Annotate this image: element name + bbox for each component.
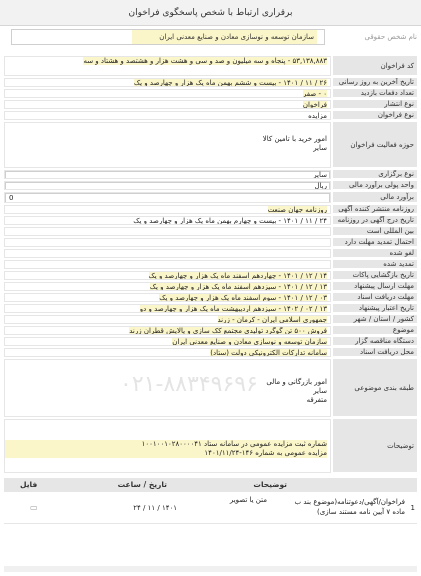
organizer-value: سازمان توسعه و نوسازی معادن و صنایع معدنی ایران <box>172 338 327 346</box>
file-title: فراخوان/آگهی/دعوتنامه(موضوع بند ب ماده ۷ آیین نامه مستند سازی) <box>294 498 405 516</box>
file-desc: متن یا تصویر <box>229 496 267 504</box>
row-value <box>4 304 331 313</box>
publish-type-value: فراخوان <box>302 101 327 109</box>
attachment-icon[interactable]: ▭ <box>30 503 38 512</box>
row-label: برآورد مالی <box>333 192 417 203</box>
row-value <box>4 122 331 168</box>
row-activity-area <box>4 121 417 169</box>
contact-name-row <box>0 28 421 46</box>
estimate-field <box>5 193 330 203</box>
row-subject <box>4 325 417 336</box>
row-label: روزنامه منتشر کننده آگهی <box>333 205 417 214</box>
row-description <box>4 418 417 474</box>
classification-line-3: متفرقه <box>306 396 327 405</box>
description-line-1: شماره ثبت مزایده عمومی در سامانه ستاد ۱۰۰۱۰۰۱۰۲۸۰۰۰۰۴۱ <box>5 440 327 449</box>
row-value <box>4 293 331 302</box>
location-value: جمهوری اسلامی ایران - کرمان - زرند <box>217 316 327 324</box>
row-label: کشور / استان / شهر <box>333 315 417 324</box>
row-value <box>4 181 331 190</box>
row-extended <box>4 259 417 270</box>
row-label: موضوع <box>333 326 417 335</box>
row-organizer <box>4 336 417 347</box>
estimate-value: 0 <box>9 194 14 202</box>
files-header-file: فایل <box>20 480 38 489</box>
row-label: واحد پولی برآورد مالی <box>333 181 417 190</box>
files-header-desc: توضیحات <box>253 480 287 489</box>
row-documents-place <box>4 347 417 358</box>
row-label: نوع برگزاری <box>333 170 417 179</box>
row-value <box>4 170 331 179</box>
row-value <box>4 192 331 203</box>
activity-line-1: امور خرید با تامین کالا <box>262 135 327 143</box>
watermark-phone: ۰۲۱-۸۸۳۴۹۶۹۶ <box>120 372 258 397</box>
row-newspaper <box>4 204 417 215</box>
opening-date-value: ۱۴ / ۱۲ / ۱۴۰۱ - چهاردهم اسفند ماه یک هزار و چهارصد و یک <box>148 272 327 280</box>
row-label: محل دریافت اسناد <box>333 348 417 357</box>
row-location <box>4 314 417 325</box>
classification-line-2: سایر <box>313 387 327 396</box>
holding-type-value: سایر <box>313 171 327 179</box>
row-opening-date <box>4 270 417 281</box>
row-label: توضیحات <box>333 419 417 473</box>
row-label: احتمال تمدید مهلت دارد <box>333 238 417 247</box>
tender-type-value: مزایده <box>308 112 327 120</box>
currency-field <box>5 182 330 190</box>
row-documents-deadline <box>4 292 417 303</box>
row-label: طبقه بندی موضوعی <box>333 359 417 417</box>
row-submission-deadline <box>4 281 417 292</box>
row-label: مهلت ارسال پیشنهاد <box>333 282 417 291</box>
row-label: لغو شده <box>333 249 417 258</box>
row-label: بین المللی است <box>333 227 417 236</box>
row-value <box>4 78 331 87</box>
row-label: تاریخ آخرین به روز رسانی <box>333 78 417 87</box>
newspaper-value: روزنامه جهان صنعت <box>267 206 327 214</box>
row-estimate <box>4 191 417 204</box>
row-value <box>4 326 331 335</box>
row-cancelled <box>4 248 417 259</box>
row-publish-type <box>4 99 417 110</box>
row-value <box>4 348 331 357</box>
row-value <box>4 249 331 258</box>
row-extension-possible <box>4 237 417 248</box>
classification-line-1: امور بازرگانی و مالی <box>266 378 327 386</box>
row-currency <box>4 180 417 191</box>
file-index: 1 <box>410 504 415 512</box>
row-offer-validity <box>4 303 417 314</box>
row-value <box>4 205 331 214</box>
documents-place-value: سامانه تدارکات الکترونیکی دولت (ستاد) <box>210 349 327 357</box>
row-value <box>4 238 331 247</box>
code-value: ۵۳,۱۳۸,۸۸۳ - پنجاه و سه میلیون و صد و سی و هشت هزار و هشتصد و هشتاد و سه <box>83 57 327 65</box>
files-header-date: تاریخ / ساعت <box>117 480 167 489</box>
row-value <box>4 56 331 76</box>
row-label: تمدید شده <box>333 260 417 269</box>
row-value <box>4 315 331 324</box>
row-value <box>4 100 331 109</box>
row-label: تاریخ بازگشایی پاکات <box>333 271 417 280</box>
description-line-2: مزایده عمومی به شماره ۱۴۶-۱۴۰۱/۱۱/۲۴ <box>5 449 327 458</box>
row-label: تاریخ درج آگهی در روزنامه <box>333 216 417 225</box>
bottom-bar <box>4 566 417 572</box>
offer-validity-value: ۱۳ / ۰۲ / ۱۴۰۲ - سیزدهم اردیبهشت ماه یک هزار و چهارصد و دو <box>139 305 327 313</box>
activity-line-2: سایر <box>313 144 327 153</box>
row-label: نوع انتشار <box>333 100 417 109</box>
visits-value: ۰ - صفر <box>302 90 327 98</box>
contact-name-label: نام شخص حقوقی <box>364 33 417 41</box>
file-row <box>4 494 417 524</box>
row-tender-type <box>4 110 417 121</box>
row-updated <box>4 77 417 88</box>
row-value <box>4 271 331 280</box>
row-code <box>4 55 417 77</box>
row-label: تعداد دفعات بازدید <box>333 89 417 98</box>
row-label: حوزه فعالیت فراخوان <box>333 122 417 168</box>
page-header <box>0 0 421 26</box>
currency-value: ریال <box>314 182 327 190</box>
files-header-row <box>4 478 417 492</box>
row-label: دستگاه مناقصه گزار <box>333 337 417 346</box>
row-value <box>4 282 331 291</box>
documents-deadline-value: ۰۳ / ۱۲ / ۱۴۰۱ - سوم اسفند ماه یک هزار و چهارصد و یک <box>159 294 327 302</box>
holding-type-field <box>5 171 330 179</box>
submission-deadline-value: ۱۳ / ۱۲ / ۱۴۰۱ - سیزدهم اسفند ماه یک هزار و چهارصد و یک <box>149 283 327 291</box>
row-value <box>4 216 331 225</box>
header-title: برقراری ارتباط با شخص پاسخگوی فراخوان <box>128 8 293 18</box>
subject-value: فروش ۵۰۰ تن گوگرد تولیدی مجتمع کک سازی و پالایش قطران زرند <box>129 327 327 335</box>
updated-value: ۲۶ / ۱۱ / ۱۴۰۱ - بیست و ششم بهمن ماه یک هزار و چهارصد و یک <box>133 79 327 87</box>
row-label: نوع فراخوان <box>333 111 417 120</box>
row-value <box>4 89 331 98</box>
row-value <box>4 260 331 269</box>
row-value <box>4 111 331 120</box>
contact-name-value: سازمان توسعه و نوسازی معادن و صنایع معدنی ایران <box>132 30 317 44</box>
row-value <box>4 337 331 346</box>
row-label: مهلت دریافت اسناد <box>333 293 417 302</box>
newspaper-date-value: ۲۴ / ۱۱ / ۱۴۰۱ - بیست و چهارم بهمن ماه یک هزار و چهارصد و یک <box>133 217 327 225</box>
row-holding-type <box>4 169 417 180</box>
row-label: تاریخ اعتبار پیشنهاد <box>333 304 417 313</box>
row-newspaper-date <box>4 215 417 226</box>
row-value <box>4 419 331 473</box>
row-international <box>4 226 417 237</box>
file-date: ۱۴۰۱ / ۱۱ / ۲۴ <box>133 504 177 512</box>
row-label: کد فراخوان <box>333 56 417 76</box>
row-value <box>4 227 331 236</box>
row-visits <box>4 88 417 99</box>
